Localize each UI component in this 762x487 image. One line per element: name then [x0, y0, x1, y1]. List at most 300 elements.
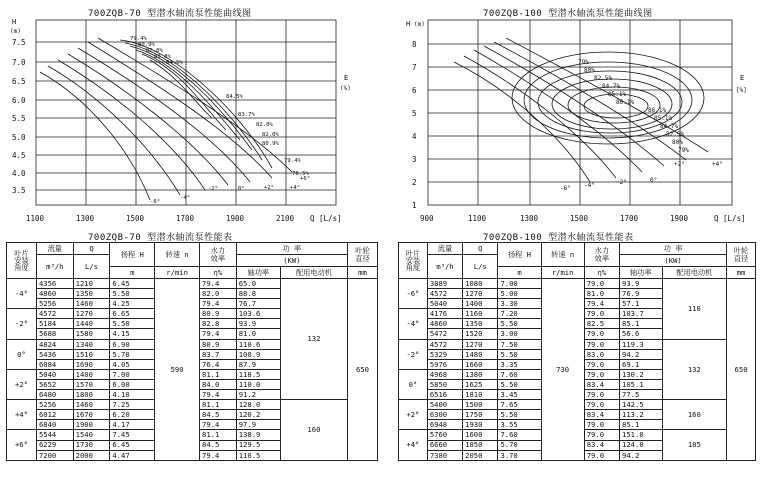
efficiency-cell: 84.5: [200, 440, 237, 450]
flow-m3h-cell: 6084: [36, 359, 73, 369]
head-cell: 4.05: [110, 359, 155, 369]
table-header-row: [399, 243, 756, 255]
header-blade-angle: 叶片 安装 角度: [7, 243, 37, 279]
efficiency-cell: 79.0: [584, 359, 619, 369]
chart2-eff-label: 79%: [578, 59, 589, 66]
header-unit-ls: L/s: [73, 255, 110, 279]
head-cell: 3.30: [498, 299, 541, 309]
efficiency-cell: 80.9: [200, 309, 237, 319]
flow-ls-cell: 1460: [73, 400, 110, 410]
chart1-blade-label: -4°: [180, 195, 191, 201]
chart2-eff-label: 82.5%: [666, 131, 685, 138]
chart1-blade-label: -2°: [208, 186, 219, 192]
chart1-eff-label: 80.9%: [262, 141, 279, 147]
flow-ls-cell: 1350: [463, 319, 498, 329]
chart1-yticks: [12, 38, 26, 195]
chart2-ytick: 4: [412, 132, 417, 141]
chart1-eff-label: 83.7%: [238, 112, 255, 118]
head-cell: 4.47: [110, 450, 155, 460]
chart1-eff-label: 84.5%: [166, 60, 183, 66]
chart1-blade-label: +4°: [290, 185, 301, 191]
chart2-eff-label: 79%: [678, 147, 689, 154]
motor-power-cell: 185: [662, 430, 727, 460]
chart2-blade-label: +2°: [674, 161, 685, 168]
chart2-eff-label: 84.7%: [660, 123, 679, 130]
head-cell: 6.20: [110, 410, 155, 420]
chart2-ytick: 6: [412, 86, 417, 95]
flow-ls-cell: 1340: [73, 339, 110, 349]
motor-power-cell: 160: [662, 400, 727, 430]
blade-angle-cell: -2°: [399, 339, 428, 369]
chart2-xtick: 1900: [670, 214, 689, 223]
header-impeller-diameter: 叶轮 直径: [347, 243, 377, 267]
blade-angle-cell: 0°: [399, 369, 428, 399]
chart1-eff-label: 82.0%: [262, 132, 279, 138]
chart2-ytick: 8: [412, 40, 417, 49]
flow-m3h-cell: 5688: [36, 329, 73, 339]
motor-power-cell: 110: [662, 279, 727, 340]
blade-angle-cell: -6°: [399, 279, 428, 309]
diameter-cell: 650: [347, 279, 377, 461]
chart2-blade-label: -4°: [584, 182, 595, 189]
motor-power-cell: 160: [280, 400, 347, 461]
chart1-xtick: 1900: [226, 214, 245, 223]
table-header-row: [7, 243, 378, 255]
chart2-xtick: 1100: [468, 214, 487, 223]
header-efficiency: 水力 效率: [200, 243, 237, 267]
shaft-power-cell: 128.0: [236, 400, 280, 410]
efficiency-cell: 84.5: [200, 410, 237, 420]
head-cell: 5.50: [498, 379, 541, 389]
head-cell: 5.00: [498, 289, 541, 299]
chart2-eff-label: 80%: [672, 139, 683, 146]
header-flow: 流量: [36, 243, 73, 255]
flow-m3h-cell: 5040: [36, 369, 73, 379]
flow-m3h-cell: 6480: [36, 390, 73, 400]
head-cell: 5.50: [110, 319, 155, 329]
flow-m3h-cell: 7200: [36, 450, 73, 460]
blade-angle-cell: +4°: [399, 430, 428, 460]
header-unit-m3h: m³/h: [427, 255, 462, 279]
flow-ls-cell: 1210: [73, 279, 110, 289]
chart1-ytick: 3.5: [12, 186, 26, 195]
header-unit-mm: mm: [727, 267, 756, 279]
efficiency-cell: 79.4: [200, 279, 237, 289]
flow-m3h-cell: 4824: [36, 339, 73, 349]
header-flow: 流量: [427, 243, 462, 255]
head-cell: 7.65: [498, 400, 541, 410]
efficiency-cell: 83.0: [584, 349, 619, 359]
head-cell: 5.50: [498, 410, 541, 420]
efficiency-cell: 84.0: [200, 379, 237, 389]
flow-ls-cell: 1510: [73, 349, 110, 359]
head-cell: 3.35: [498, 359, 541, 369]
chart2-e-label: E: [740, 74, 745, 82]
chart2-h-unit: (m): [414, 21, 425, 28]
header-unit-m: m: [110, 267, 155, 279]
head-cell: 7.00: [110, 369, 155, 379]
header-head: 扬程 H: [110, 243, 155, 267]
shaft-power-cell: 110.5: [236, 450, 280, 460]
flow-ls-cell: 1270: [463, 289, 498, 299]
head-cell: 7.45: [110, 430, 155, 440]
flow-m3h-cell: 4572: [427, 289, 462, 299]
efficiency-cell: 79.4: [200, 420, 237, 430]
chart2-xtick: 1500: [570, 214, 589, 223]
efficiency-cell: 79.4: [200, 450, 237, 460]
motor-power-cell: 132: [662, 339, 727, 400]
flow-ls-cell: 1930: [463, 420, 498, 430]
efficiency-cell: 76.4: [200, 359, 237, 369]
shaft-power-cell: 85.1: [620, 420, 663, 430]
header-power: 功 率: [620, 243, 727, 255]
flow-ls-cell: 1750: [463, 410, 498, 420]
shaft-power-cell: 105.1: [620, 379, 663, 389]
header-motor-power: 配用电动机: [280, 267, 347, 279]
chart1-e-label: E: [344, 74, 349, 82]
chart1-h-unit: (m): [10, 28, 21, 35]
shaft-power-cell: 103.7: [620, 309, 663, 319]
chart2-h-label: H: [406, 20, 411, 28]
flow-m3h-cell: 4572: [427, 339, 462, 349]
flow-m3h-cell: 4860: [427, 319, 462, 329]
shaft-power-cell: 124.0: [620, 440, 663, 450]
chart1-xtick: 1500: [126, 214, 145, 223]
flow-ls-cell: 1380: [463, 369, 498, 379]
flow-ls-cell: 1440: [73, 319, 110, 329]
header-power: 功 率: [236, 243, 347, 255]
flow-ls-cell: 1800: [73, 390, 110, 400]
shaft-power-cell: 57.1: [620, 299, 663, 309]
blade-angle-cell: -4°: [7, 279, 37, 309]
efficiency-cell: 79.0: [584, 329, 619, 339]
chart1-blade-label: +6°: [300, 176, 311, 182]
shaft-power-cell: 91.2: [236, 390, 280, 400]
blade-angle-cell: +6°: [7, 430, 37, 460]
head-cell: 3.55: [498, 420, 541, 430]
flow-m3h-cell: 6516: [427, 390, 462, 400]
chart1-ytick: 4.0: [12, 169, 26, 178]
efficiency-cell: 81.1: [200, 400, 237, 410]
head-cell: 7.20: [498, 309, 541, 319]
head-cell: 4.17: [110, 420, 155, 430]
efficiency-cell: 83.4: [584, 379, 619, 389]
flow-ls-cell: 1270: [73, 309, 110, 319]
efficiency-cell: 82.8: [200, 319, 237, 329]
flow-ls-cell: 1730: [73, 440, 110, 450]
head-cell: 7.25: [110, 400, 155, 410]
chart2-blade-label: -2°: [616, 179, 627, 186]
efficiency-cell: 81.1: [200, 369, 237, 379]
table-row: [7, 279, 378, 289]
flow-ls-cell: 1540: [73, 430, 110, 440]
chart1-e-unit: (%): [340, 85, 351, 92]
table1-title: 700ZQB-70 型潜水轴流泵性能表: [88, 233, 233, 243]
flow-ls-cell: 1850: [463, 440, 498, 450]
flow-ls-cell: 1580: [73, 329, 110, 339]
efficiency-cell: 79.4: [200, 329, 237, 339]
flow-m3h-cell: 5040: [427, 299, 462, 309]
blade-angle-cell: -2°: [7, 309, 37, 339]
shaft-power-cell: 142.5: [620, 400, 663, 410]
blade-angle-cell: 0°: [7, 339, 37, 369]
flow-m3h-cell: 5472: [427, 329, 462, 339]
header-speed: 转速 n: [155, 243, 200, 267]
blade-angle-cell: +2°: [7, 369, 37, 399]
efficiency-cell: 82.5: [584, 319, 619, 329]
efficiency-cell: 79.4: [200, 299, 237, 309]
chart2-xtick: 1700: [620, 214, 639, 223]
flow-ls-cell: 1500: [463, 400, 498, 410]
flow-m3h-cell: 5544: [36, 430, 73, 440]
head-cell: 3.00: [498, 329, 541, 339]
flow-m3h-cell: 4356: [36, 279, 73, 289]
header-efficiency: 水力 效率: [584, 243, 619, 267]
efficiency-cell: 83.4: [584, 440, 619, 450]
efficiency-cell: 79.0: [584, 450, 619, 460]
shaft-power-cell: 85.1: [620, 319, 663, 329]
header-unit-rmin: r/min: [155, 267, 200, 279]
header-unit-mm: mm: [347, 267, 377, 279]
head-cell: 5.70: [498, 440, 541, 450]
header-speed: 转速 n: [541, 243, 584, 267]
shaft-power-cell: 81.0: [236, 329, 280, 339]
flow-m3h-cell: 3889: [427, 279, 462, 289]
header-flow-symbol: Q: [463, 243, 498, 255]
table1: [6, 242, 378, 461]
chart1-ytick: 6.0: [12, 96, 26, 105]
shaft-power-cell: 88.8: [236, 289, 280, 299]
chart2-xtick: 900: [420, 214, 434, 223]
table2: [398, 242, 756, 461]
head-cell: 5.50: [110, 289, 155, 299]
shaft-power-cell: 138.9: [236, 430, 280, 440]
chart1-ytick: 6.5: [12, 77, 26, 86]
flow-m3h-cell: 5400: [427, 400, 462, 410]
blade-angle-cell: +4°: [7, 400, 37, 430]
chart2-xlabel: Q [L/s]: [714, 214, 746, 223]
flow-ls-cell: 1160: [463, 309, 498, 319]
flow-m3h-cell: 7380: [427, 450, 462, 460]
header-unit-kw: (KW): [236, 255, 347, 267]
head-cell: 7.60: [498, 369, 541, 379]
flow-m3h-cell: 6948: [427, 420, 462, 430]
chart2-ytick: 1: [412, 201, 417, 210]
shaft-power-cell: 69.1: [620, 359, 663, 369]
flow-m3h-cell: 5256: [36, 299, 73, 309]
flow-ls-cell: 1270: [463, 339, 498, 349]
chart1-h-label: H: [12, 18, 17, 26]
speed-cell: 590: [155, 279, 200, 461]
header-unit-ls: L/s: [463, 255, 498, 279]
chart2-eff-label: 80%: [584, 67, 595, 74]
chart1-eff-label: 82.0%: [146, 48, 163, 54]
efficiency-cell: 79.0: [584, 390, 619, 400]
chart2-blade-label: -6°: [560, 185, 571, 192]
chart2-svg: [394, 0, 762, 225]
flow-ls-cell: 1690: [73, 359, 110, 369]
chart1-xtick: 2100: [276, 214, 295, 223]
head-cell: 6.45: [110, 279, 155, 289]
header-flow-symbol: Q: [73, 243, 110, 255]
flow-ls-cell: 1400: [463, 299, 498, 309]
efficiency-cell: 79.0: [584, 420, 619, 430]
efficiency-cell: 82.0: [200, 289, 237, 299]
header-blade-angle: 叶片 安装 角度: [399, 243, 428, 279]
chart2-ytick: 3: [412, 155, 417, 164]
flow-m3h-cell: 5652: [36, 379, 73, 389]
efficiency-cell: 83.7: [200, 349, 237, 359]
table-row: [399, 279, 756, 289]
flow-m3h-cell: 5850: [427, 379, 462, 389]
chart2-ytick: 2: [412, 178, 417, 187]
flow-ls-cell: 1400: [73, 369, 110, 379]
shaft-power-cell: 87.9: [236, 359, 280, 369]
flow-m3h-cell: 6840: [36, 420, 73, 430]
header-unit-m: m: [498, 267, 541, 279]
flow-ls-cell: 1900: [73, 420, 110, 430]
shaft-power-cell: 151.0: [620, 430, 663, 440]
shaft-power-cell: 77.5: [620, 390, 663, 400]
flow-ls-cell: 1660: [463, 359, 498, 369]
chart1-eff-label: 82.8%: [256, 122, 273, 128]
head-cell: 4.25: [110, 299, 155, 309]
shaft-power-cell: 76.7: [236, 299, 280, 309]
shaft-power-cell: 76.9: [620, 289, 663, 299]
flow-ls-cell: 1600: [463, 430, 498, 440]
head-cell: 6.00: [110, 379, 155, 389]
shaft-power-cell: 129.5: [236, 440, 280, 450]
chart1-ytick: 5.0: [12, 133, 26, 142]
header-motor-power: 配用电动机: [662, 267, 727, 279]
flow-m3h-cell: 5256: [36, 400, 73, 410]
shaft-power-cell: 94.2: [620, 349, 663, 359]
flow-m3h-cell: 6012: [36, 410, 73, 420]
header-unit-rmin: r/min: [541, 267, 584, 279]
flow-m3h-cell: 6300: [427, 410, 462, 420]
shaft-power-cell: 65.0: [236, 279, 280, 289]
header-unit-eff: η%: [584, 267, 619, 279]
shaft-power-cell: 94.2: [620, 450, 663, 460]
flow-ls-cell: 1350: [73, 289, 110, 299]
chart1-title: 700ZQB-70 型潜水轴流泵性能曲线图: [88, 9, 252, 19]
flow-ls-cell: 1670: [73, 410, 110, 420]
efficiency-cell: 79.0: [584, 400, 619, 410]
chart1-xtick: 1700: [176, 214, 195, 223]
efficiency-cell: 81.1: [200, 430, 237, 440]
chart1-eff-label: 79.4%: [130, 36, 147, 42]
chart1-ytick: 7.0: [12, 58, 26, 67]
head-cell: 7.60: [498, 430, 541, 440]
blade-angle-cell: +2°: [399, 400, 428, 430]
head-cell: 4.10: [110, 390, 155, 400]
chart2-e-unit: [%]: [736, 87, 747, 94]
chart2-eff-label: 85.1%: [608, 91, 627, 98]
flow-ls-cell: 1570: [73, 379, 110, 389]
chart2-ytick: 7: [412, 63, 417, 72]
head-cell: 7.50: [498, 339, 541, 349]
shaft-power-cell: 97.9: [236, 420, 280, 430]
shaft-power-cell: 56.6: [620, 329, 663, 339]
head-cell: 5.50: [498, 319, 541, 329]
flow-m3h-cell: 4968: [427, 369, 462, 379]
head-cell: 5.70: [110, 349, 155, 359]
flow-ls-cell: 1480: [463, 349, 498, 359]
chart1-blade-label: -6°: [150, 199, 161, 205]
head-cell: 3.45: [498, 390, 541, 400]
shaft-power-cell: 93.9: [620, 279, 663, 289]
chart2-eff-label: 86.1%: [616, 99, 635, 106]
flow-ls-cell: 2000: [73, 450, 110, 460]
header-impeller-diameter: 叶轮 直径: [727, 243, 756, 267]
shaft-power-cell: 110.0: [236, 379, 280, 389]
chart2-blade-label: +4°: [712, 161, 723, 168]
speed-cell: 730: [541, 279, 584, 461]
chart1-xlabel: Q [L/s]: [310, 214, 342, 223]
shaft-power-cell: 113.2: [620, 410, 663, 420]
chart2-eff-label: 85.1%: [654, 115, 673, 122]
flow-ls-cell: 1625: [463, 379, 498, 389]
shaft-power-cell: 110.6: [236, 339, 280, 349]
header-shaft-power: 轴功率: [236, 267, 280, 279]
chart1-svg: [0, 0, 360, 225]
efficiency-cell: 79.4: [584, 299, 619, 309]
efficiency-cell: 79.0: [584, 309, 619, 319]
chart1-eff-label: 80.9%: [138, 42, 155, 48]
efficiency-cell: 80.9: [200, 339, 237, 349]
head-cell: 7.00: [498, 279, 541, 289]
head-cell: 6.90: [110, 339, 155, 349]
chart1-xtick: 1100: [26, 214, 45, 223]
chart1-eff-label: 82.8%: [154, 54, 171, 60]
flow-m3h-cell: 5329: [427, 349, 462, 359]
head-cell: 4.15: [110, 329, 155, 339]
chart1-eff-label: 79.4%: [284, 158, 301, 164]
head-cell: 5.50: [498, 349, 541, 359]
shaft-power-cell: 120.2: [236, 410, 280, 420]
efficiency-cell: 79.0: [584, 430, 619, 440]
chart2-title: 700ZQB-100 型潜水轴流泵性能曲线图: [483, 9, 653, 19]
blade-angle-cell: -4°: [399, 309, 428, 339]
efficiency-cell: 79.0: [584, 369, 619, 379]
chart2-xtick: 1300: [520, 214, 539, 223]
efficiency-cell: 79.0: [584, 279, 619, 289]
flow-ls-cell: 1810: [463, 390, 498, 400]
flow-ls-cell: 1520: [463, 329, 498, 339]
shaft-power-cell: 100.9: [236, 349, 280, 359]
chart1-blade-label: 0°: [238, 186, 245, 192]
flow-m3h-cell: 5976: [427, 359, 462, 369]
flow-m3h-cell: 4860: [36, 289, 73, 299]
chart2-eff-label: 86.1%: [648, 107, 667, 114]
head-cell: 3.70: [498, 450, 541, 460]
flow-m3h-cell: 5760: [427, 430, 462, 440]
efficiency-cell: 81.0: [584, 289, 619, 299]
chart2-eff-label: 82.5%: [594, 75, 613, 82]
shaft-power-cell: 119.3: [620, 339, 663, 349]
header-unit-eff: η%: [200, 267, 237, 279]
head-cell: 6.45: [110, 440, 155, 450]
flow-ls-cell: 1460: [73, 299, 110, 309]
motor-power-cell: 132: [280, 279, 347, 400]
efficiency-cell: 83.4: [584, 410, 619, 420]
chart1-eff-label: 78.5%: [292, 171, 309, 177]
efficiency-cell: 79.0: [584, 339, 619, 349]
chart1-blade-label: +2°: [264, 185, 275, 191]
chart1-eff-label: 84.5%: [226, 94, 243, 100]
flow-m3h-cell: 6660: [427, 440, 462, 450]
efficiency-cell: 79.4: [200, 390, 237, 400]
